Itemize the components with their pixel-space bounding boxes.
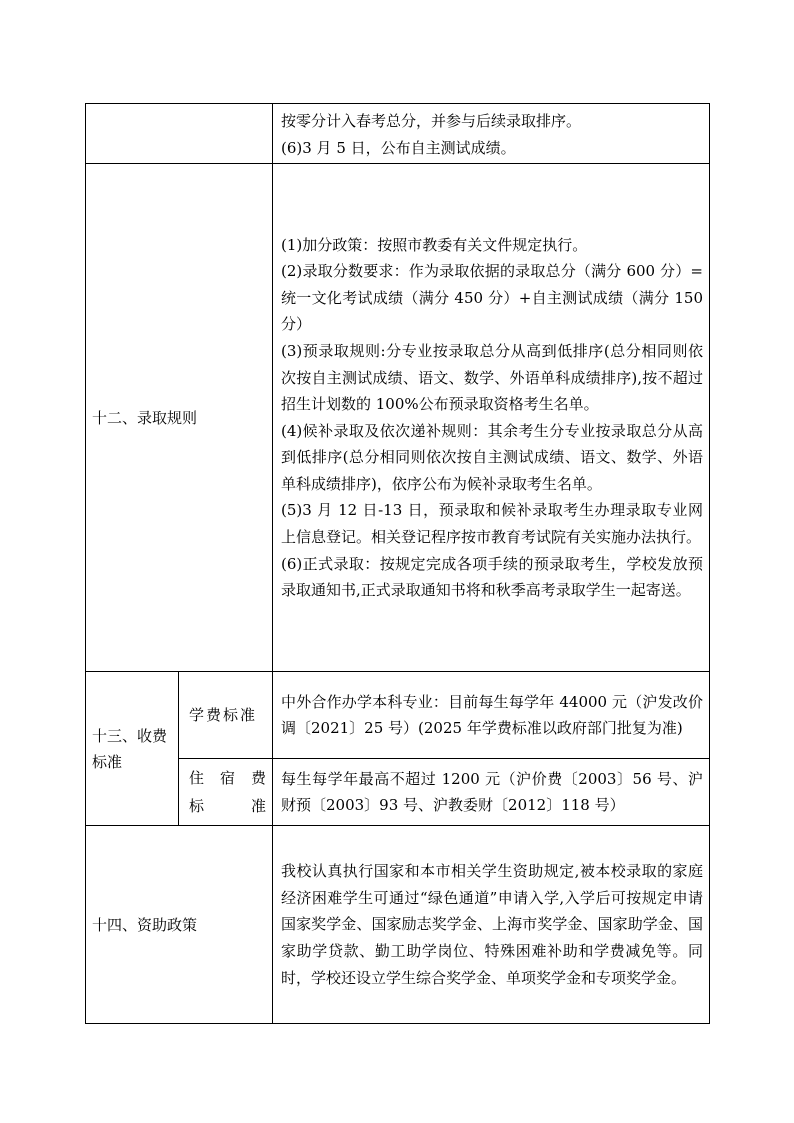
tuition-text: 中外合作办学本科专业：目前每生每学年 44000 元（沪发改价调〔2021〕25 号）(2025 年学费标准以政府部门批复为准) — [281, 692, 703, 738]
fees-header: 十三、收费标准 — [92, 726, 168, 771]
fees-header-cell — [86, 672, 179, 826]
admission-rule-4: (4)候补录取及依次递补规则：其余考生分专业按录取总分从高到低排序(总分相同则依次按自主测试成绩、语文、数学、外语单科成绩排序)，依序公布为候补录取考生名单。 — [281, 421, 703, 493]
empty-header-cell — [86, 104, 273, 164]
admission-rules-body-cell — [273, 164, 710, 672]
admission-rule-2: (2)录取分数要求：作为录取依据的录取总分（满分 600 分）=统一文化考试成绩（满分 450 分）+自主测试成绩（满分 150 分） — [281, 262, 703, 334]
continued-line-2: (6)3 月 5 日，公布自主测试成绩。 — [281, 138, 516, 157]
lodging-body-cell — [273, 759, 710, 826]
admission-table — [85, 103, 710, 1024]
table-row-aid-policy — [86, 826, 710, 1024]
continued-body-cell — [273, 104, 710, 164]
continued-line-1: 按零分计入春考总分，并参与后续录取排序。 — [281, 112, 582, 130]
lodging-text: 每生每学年最高不超过 1200 元（沪价费〔2003〕56 号、沪财预〔2003〕93 号、沪教委财〔2012〕118 号） — [281, 769, 703, 815]
table-row-lodging — [86, 759, 710, 826]
table-row-tuition — [86, 672, 710, 759]
aid-policy-header-cell — [86, 826, 273, 1024]
admission-rules-header-cell — [86, 164, 273, 672]
tuition-body-cell — [273, 672, 710, 759]
admission-rule-6: (6)正式录取：按规定完成各项手续的预录取考生，学校发放预录取通知书,正式录取通知书将和秋季高考录取学生一起寄送。 — [281, 554, 703, 600]
aid-policy-header: 十四、资助政策 — [92, 915, 198, 934]
lodging-label-line-1: 住 宿 费 — [189, 769, 266, 788]
tuition-label: 学费标准 — [189, 706, 258, 725]
lodging-label-line-2: 标 准 — [189, 797, 266, 816]
admission-rule-1: (1)加分政策：按照市教委有关文件规定执行。 — [281, 235, 588, 254]
admission-rule-3: (3)预录取规则:分专业按录取总分从高到低排序(总分相同则依次按自主测试成绩、语文、数学、外语单科成绩排序),按不超过招生计划数的 100%公布预录取资格考生名单。 — [281, 341, 703, 414]
table-row-admission-rules — [86, 164, 710, 672]
admission-rule-5: (5)3 月 12 日-13 日，预录取和候补录取考生办理录取专业网上信息登记。相关登记程序按市教育考试院有关实施办法执行。 — [281, 501, 703, 547]
admission-rules-header: 十二、录取规则 — [92, 408, 198, 427]
aid-policy-text: 我校认真执行国家和本市相关学生资助规定,被本校录取的家庭经济困难学生可通过“绿色通道”申请入学,入学后可按规定申请国家奖学金、国家励志奖学金、上海市奖学金、国家助学金、国家助学贷款、勤工助学岗位、特殊困难补助和学费减免等。同时，学校还设立学生综合奖学金、单项奖学金和专项奖学金。 — [281, 862, 703, 987]
tuition-label-cell — [179, 672, 273, 759]
lodging-label-cell — [179, 759, 273, 826]
table-row-continued — [86, 104, 710, 164]
aid-policy-body-cell — [273, 826, 710, 1024]
